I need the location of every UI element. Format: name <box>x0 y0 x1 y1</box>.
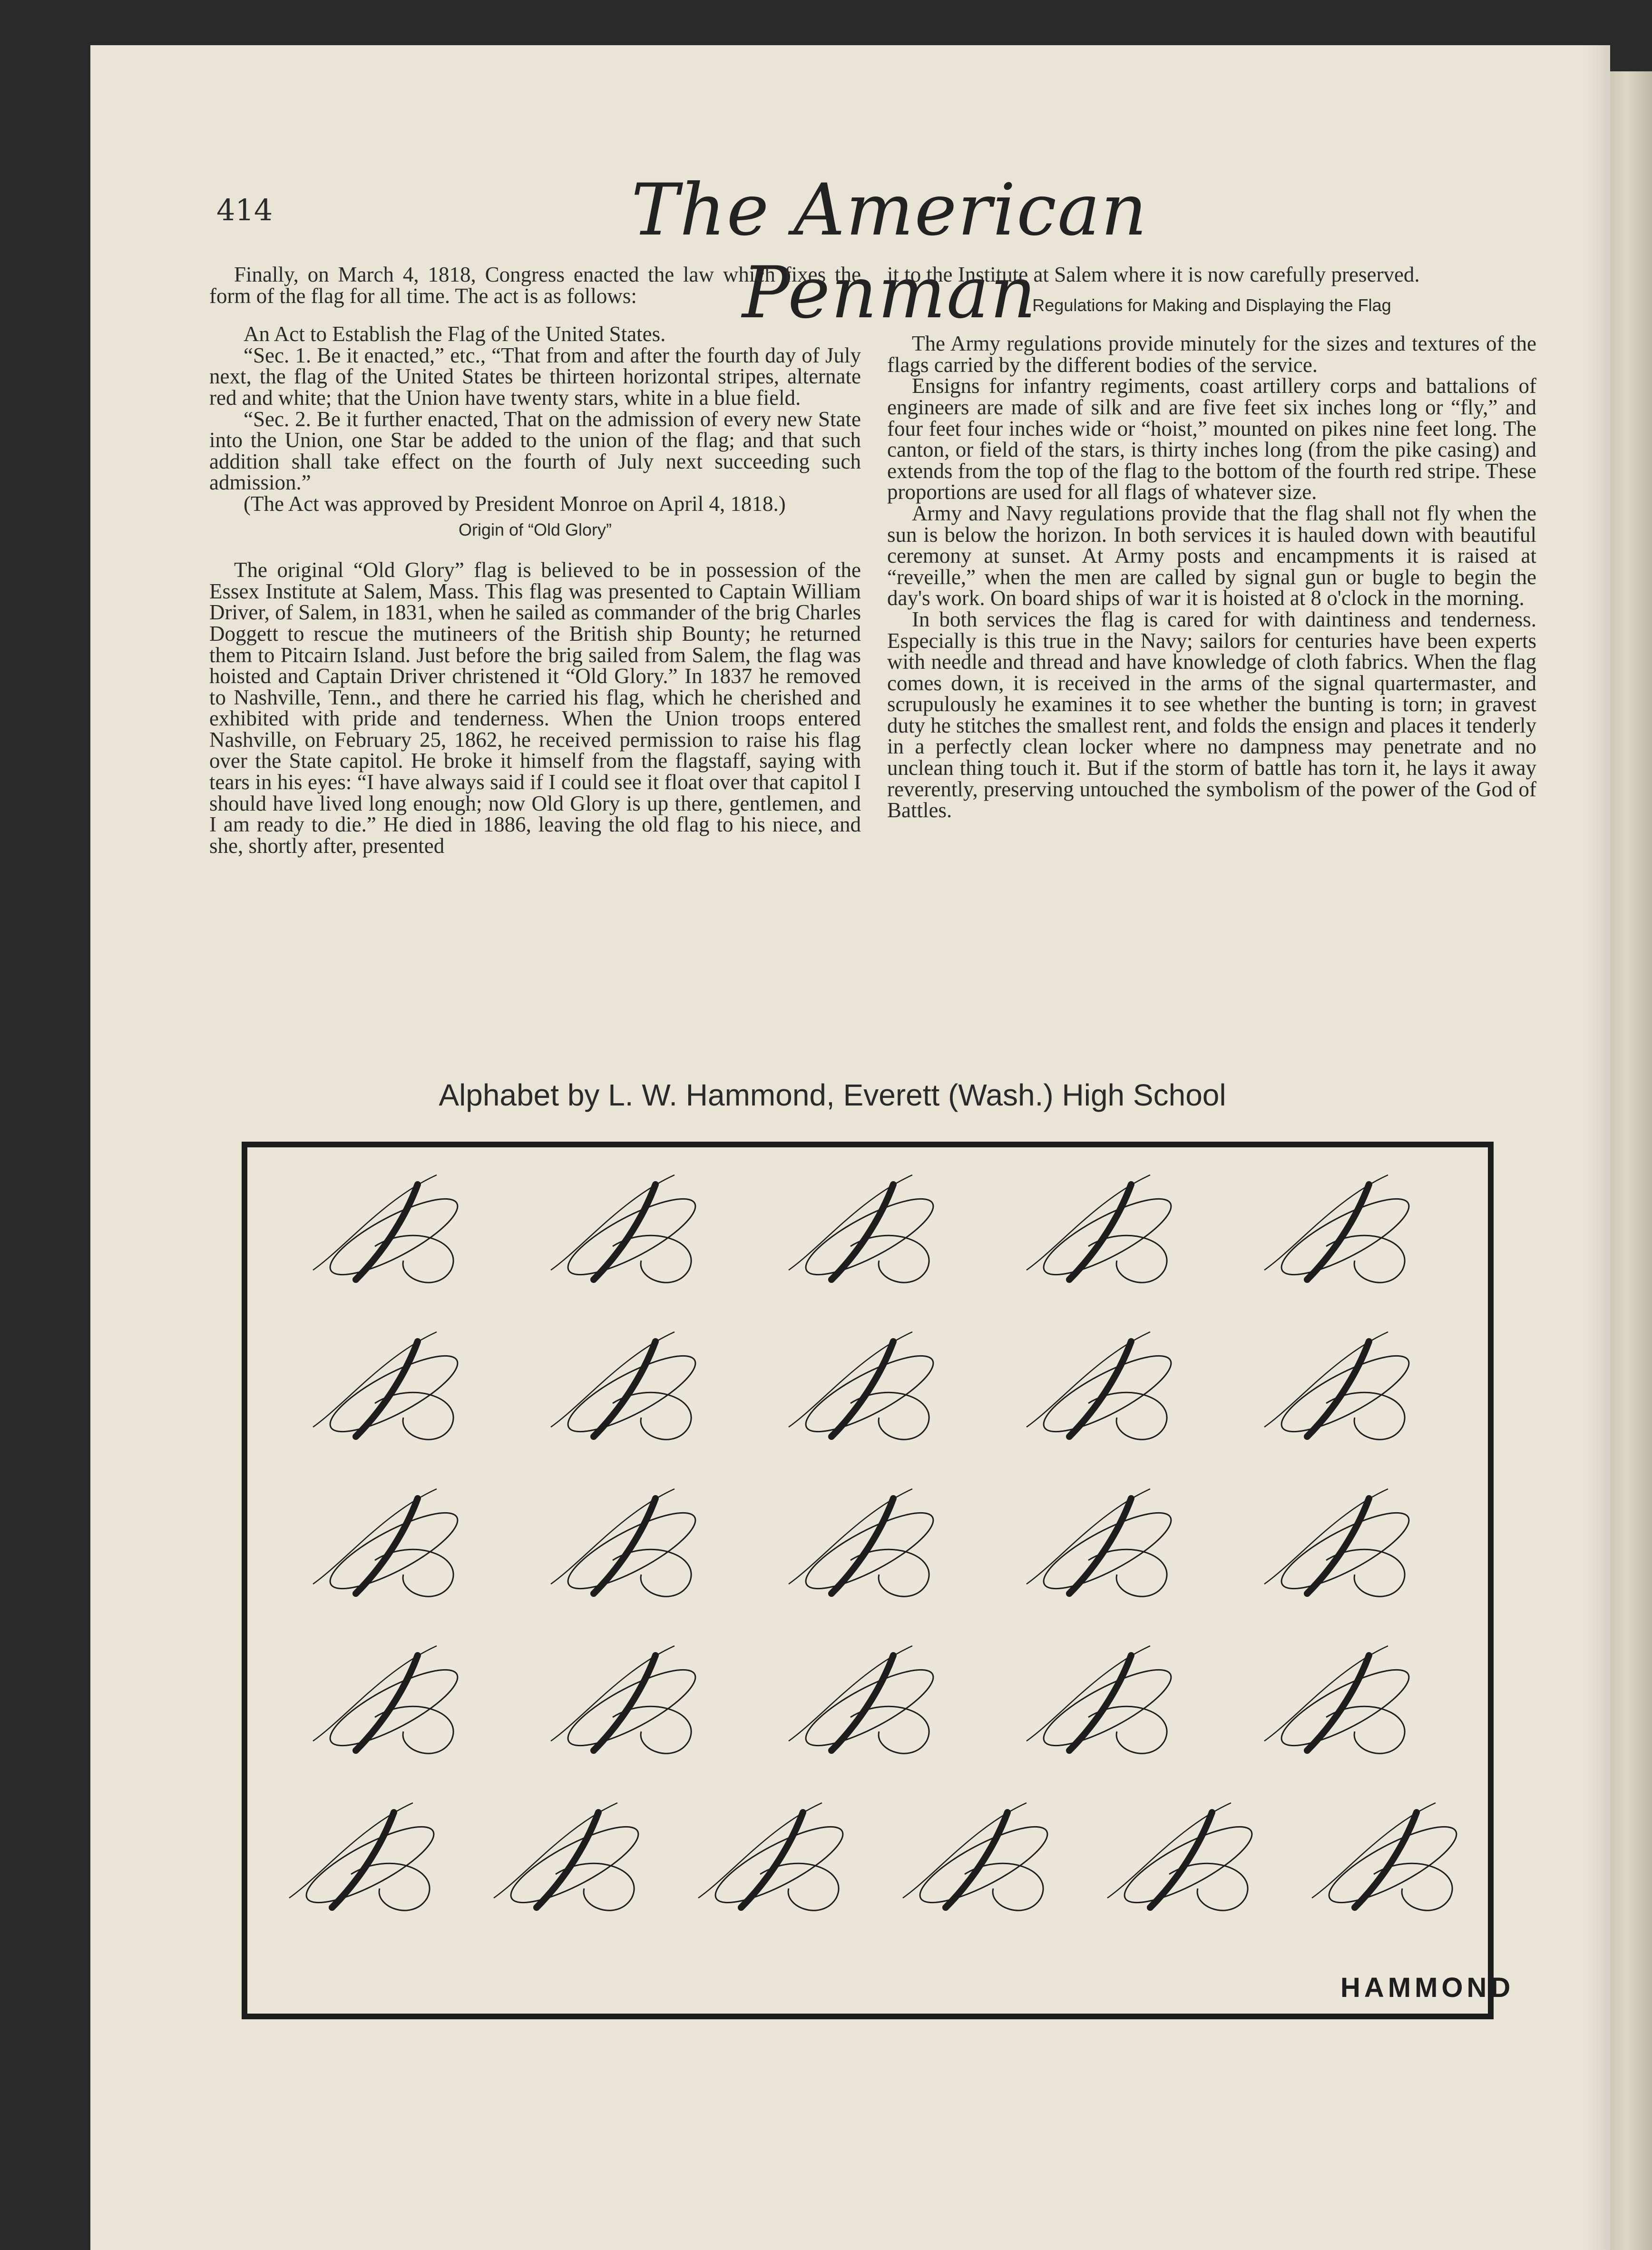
gutter-shadow <box>1584 45 1610 2250</box>
scanner-ruler <box>1608 0 1652 48</box>
paragraph: The original “Old Glory” flag is believed to be in possession of the Essex Institute at Salem, Mass. This flag was presented to Captain William Driver, of Salem, in 1831, when he sailed as commander of the brig Charles Doggett to rescue the mutineers of the British ship Bounty; he returned them to Pitcairn Island. Just before the brig sailed from Salem, the flag was hoisted and Captain Driver christened it “Old Glory.” In 1837 he removed to Nashville, Tenn., and there he carried his flag, which he cherished and exhibited with pride and tenderness. When the Union troops entered Nashville, on February 25, 1862, he received permission to raise his flag over the State capitol. He broke it himself from the flagstaff, saying with tears in his eyes: “I have always said if I could see it float over that capitol I should have lived long enough; now Old Glory is up there, gentlemen, and I am ready to die.” He died in 1886, leaving the old flag to his niece, and she, shortly after, presented <box>209 558 861 858</box>
alphabet-plate <box>242 1142 1515 2019</box>
act-section-1: “Sec. 1. Be it enacted,” etc., “That from and after the fourth day of July next, the flag of the United States be thirteen horizontal stripes, alternate red and white; that the Union have twenty stars, white in a blue field. <box>209 343 861 410</box>
section-heading: Regulations for Making and Displaying the Flag <box>1032 295 1391 315</box>
artist-signature: HAMMOND <box>1340 1972 1515 2003</box>
paragraph: Army and Navy regulations provide that the flag shall not fly when the sun is below the horizon. In both services it is hauled down with beautiful ceremony at sunset. At Army posts and encampments it is raised at “reveille,” when the men are called by signal gun or bugle to begin the day's work. On board ships of war it is hoisted at 8 o'clock in the morning. <box>887 501 1536 610</box>
paragraph: In both services the flag is cared for with daintiness and tenderness. Especially is this true in the Navy; sailors for centuries have been experts with needle and thread and have knowledge of cloth fabrics. When the flag comes down, it is received in the arms of the signal quartermaster, and scrupulously he examines it to see whether the bunting is torn; in gravest duty he stitches the smallest rent, and folds the ensign and places it tenderly in a perfectly clean locker where no dampness may penetrate and no unclean thing touch it. But if the storm of battle has torn it, he lays it away reverently, preserving untouched the symbolism of the power of the God of Battles. <box>887 607 1536 822</box>
paragraph: Finally, on March 4, 1818, Congress enacted the law which fixes the form of the flag for all time. The act is as follows: <box>209 263 861 308</box>
journal-title: The American Penman <box>631 169 1148 334</box>
page-number: 414 <box>216 193 273 227</box>
plate-frame <box>242 1142 1494 2019</box>
left-column <box>209 264 861 856</box>
act-section-2: “Sec. 2. Be it further enacted, That on the admission of every new State into the Union, one Star be added to the union of the flag; and that such addition shall take effect on the fourth of July next succeeding such admission.” <box>209 407 861 495</box>
act-note: (The Act was approved by President Monroe on April 4, 1818.) <box>244 491 786 516</box>
section-heading: Origin of “Old Glory” <box>458 519 612 539</box>
paragraph: it to the Institute at Salem where it is now carefully preserved. <box>887 263 1420 286</box>
next-page-edge <box>1610 71 1652 2250</box>
right-column <box>887 264 1536 821</box>
act-title: An Act to Establish the Flag of the United States. <box>244 322 666 346</box>
paragraph: The Army regulations provide minutely for the sizes and textures of the flags carried by the different bodies of the service. <box>887 332 1536 377</box>
paragraph: Ensigns for infantry regiments, coast artillery corps and battalions of engineers are made of silk and are five feet six inches long or “fly,” and four feet four inches wide or “hoist,” mounted on pikes nine feet long. The canton, or field of the stars, is thirty inches long (from the pike casing) and extends from the top of the flag to the bottom of the fourth red stripe. These proportions are used for all flags of whatever size. <box>887 374 1536 504</box>
alphabet-caption: Alphabet by L. W. Hammond, Everett (Wash.) High School <box>439 1078 1226 1112</box>
